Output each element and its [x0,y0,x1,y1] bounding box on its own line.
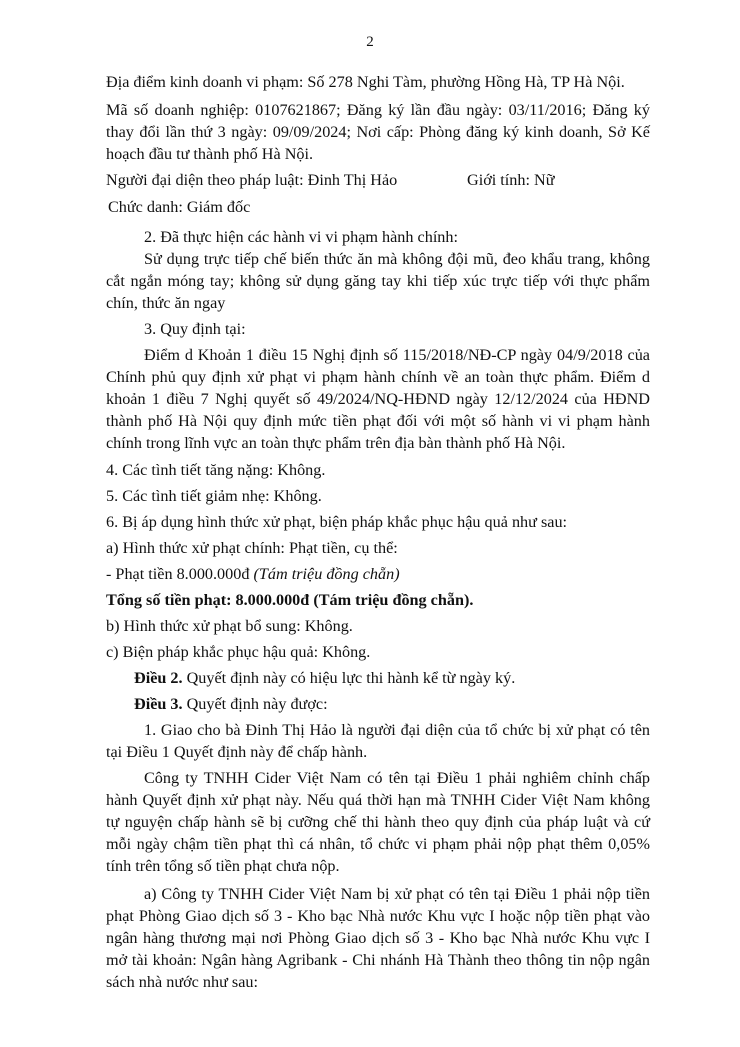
fine-amount-words: (Tám triệu đồng chẵn) [253,565,400,583]
article-3-label: Điều 3. [134,695,183,713]
business-location: Địa điểm kinh doanh vi phạm: Số 278 Nghi Tàm, phường Hồng Hà, TP Hà Nội. [106,73,625,91]
section-6: 6. Bị áp dụng hình thức xử phạt, biện pháp khắc phục hậu quả như sau: [106,513,568,531]
section-5: 5. Các tình tiết giảm nhẹ: Không. [106,487,322,505]
section-6b: b) Hình thức xử phạt bổ sung: Không. [106,617,353,635]
total-fine: Tổng số tiền phạt: 8.000.000đ (Tám triệu đồng chẵn). [106,591,474,609]
article-2-text: Quyết định này có hiệu lực thi hành kể từ ngày ký. [182,669,516,687]
section-3-body: Điểm d Khoản 1 điều 15 Nghị định số 115/2018/NĐ-CP ngày 04/9/2018 của Chính phủ quy định xử phạt vi phạm hành chính về an toàn thực phẩm. Điểm d khoản 1 điều 7 Nghị quyết số 49/2024/NQ-HĐND ngày 12/12/2024 của HĐND thành phố Hà Nội quy định mức tiền phạt đối với một số hành vi vi phạm hành chính trong lĩnh vực an toàn thực phẩm trên địa bàn thành phố Hà Nội. [106,346,650,452]
document-body [106,71,650,993]
article-3-item-1: 1. Giao cho bà Đinh Thị Hảo là người đại diện của tổ chức bị xử phạt có tên tại Điều 1 Quyết định này để chấp hành. [106,721,650,761]
section-6c: c) Biện pháp khắc phục hậu quả: Không. [106,643,371,661]
representative-gender: Giới tính: Nữ [467,171,555,189]
enterprise-registration: Mã số doanh nghiệp: 0107621867; Đăng ký lần đầu ngày: 03/11/2016; Đăng ký thay đổi lần thứ 3 ngày: 09/09/2024; Nơi cấp: Phòng đăng ký kinh doanh, Sở Kế hoạch đầu tư thành phố Hà Nội. [106,101,650,163]
section-2-heading: 2. Đã thực hiện các hành vi vi phạm hành chính: [144,228,458,246]
section-3-heading: 3. Quy định tại: [144,320,246,338]
fine-amount-number: - Phạt tiền 8.000.000đ [106,565,254,583]
article-3-compliance: Công ty TNHH Cider Việt Nam có tên tại Điều 1 phải nghiêm chỉnh chấp hành Quyết định xử phạt này. Nếu quá thời hạn mà TNHH Cider Việt Nam không tự nguyện chấp hành sẽ bị cưỡng chế thi hành theo quy định của pháp luật và cứ mỗi ngày chậm tiền phạt thì cá nhân, tổ chức vi phạm phải nộp phạt thêm 0,05% tính trên tổng số tiền phạt chưa nộp. [106,769,650,875]
representative-title: Chức danh: Giám đốc [108,198,251,216]
section-4: 4. Các tình tiết tăng nặng: Không. [106,461,326,479]
article-3-payment: a) Công ty TNHH Cider Việt Nam bị xử phạt có tên tại Điều 1 phải nộp tiền phạt Phòng Giao dịch số 3 - Kho bạc Nhà nước Khu vực I hoặc nộp tiền phạt vào ngân hàng thương mại nơi Phòng Giao dịch số 3 - Kho bạc Nhà nước Khu vực I mở tài khoản: Ngân hàng Agribank - Chi nhánh Hà Thành theo thông tin nộp ngân sách nhà nước như sau: [106,885,650,991]
article-3-text: Quyết định này được: [182,695,328,713]
legal-representative: Người đại diện theo pháp luật: Đinh Thị Hảo [106,171,398,189]
article-2-label: Điều 2. [134,669,183,687]
section-6a: a) Hình thức xử phạt chính: Phạt tiền, cụ thể: [106,539,398,557]
article-3 [106,693,650,715]
article-2 [106,667,650,689]
section-2-body: Sử dụng trực tiếp chế biến thức ăn mà không đội mũ, đeo khẩu trang, không cắt ngắn móng tay; không sử dụng găng tay khi tiếp xúc trực tiếp với thực phẩm chín, thức ăn ngay [106,250,650,312]
page-number: 2 [366,34,374,50]
fine-amount [106,563,650,585]
legal-representative-row [106,171,650,190]
